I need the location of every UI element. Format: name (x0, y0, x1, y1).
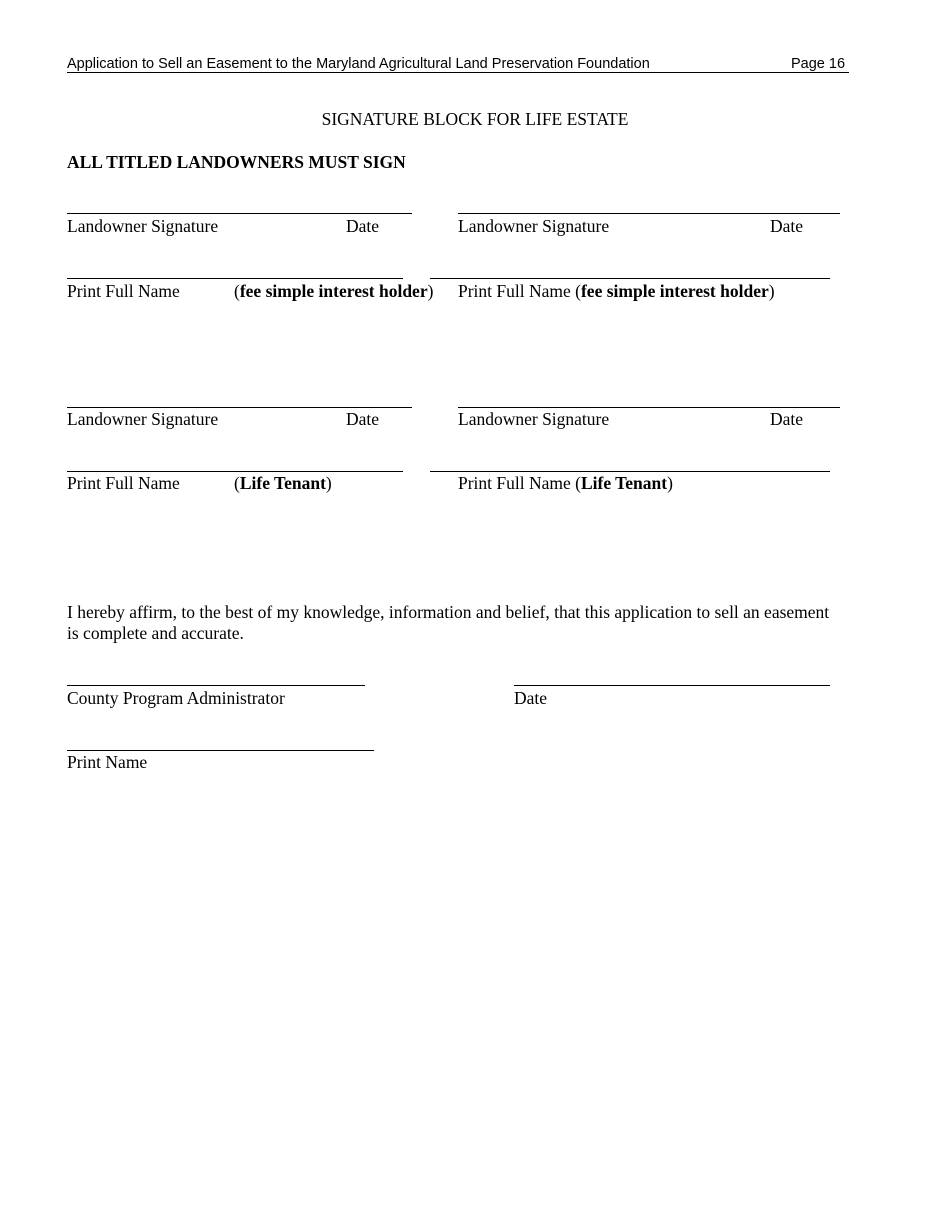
header-underline (67, 72, 849, 73)
block-title: SIGNATURE BLOCK FOR LIFE ESTATE (321, 109, 629, 129)
date-label: Date (770, 409, 804, 429)
admin-signature-line[interactable] (67, 685, 365, 686)
signature-line[interactable] (67, 213, 412, 214)
admin-title-label: County Program Administrator (67, 688, 285, 708)
admin-print-name-line[interactable] (67, 750, 374, 751)
landowner-signature-label: Landowner Signature (67, 409, 219, 429)
landowner-signature-label: Landowner Signature (458, 409, 610, 429)
print-full-name-life-tenant-label: Print Full Name (Life Tenant) (458, 473, 673, 493)
signature-line[interactable] (458, 213, 840, 214)
print-full-name-fee-simple-label: Print Full Name (fee simple interest holder) (458, 281, 775, 301)
date-label: Date (346, 409, 380, 429)
signature-line[interactable] (458, 407, 840, 408)
affirmation-line-1: I hereby affirm, to the best of my knowledge, information and belief, that this application to sell an easement (67, 602, 830, 622)
signature-line[interactable] (67, 407, 412, 408)
admin-date-label: Date (514, 688, 548, 708)
admin-print-name-label: Print Name (67, 752, 148, 772)
life-tenant-label: (Life Tenant) (234, 473, 332, 493)
header-title: Application to Sell an Easement to the Maryland Agricultural Land Preservation Foundation (67, 56, 650, 72)
print-name-line[interactable] (430, 278, 830, 279)
print-full-name-label: Print Full Name (67, 473, 180, 493)
date-label: Date (346, 216, 380, 236)
instruction-heading: ALL TITLED LANDOWNERS MUST SIGN (67, 152, 406, 172)
print-name-line[interactable] (67, 278, 403, 279)
print-full-name-label: Print Full Name (67, 281, 180, 301)
date-label: Date (770, 216, 804, 236)
affirmation-line-2: is complete and accurate. (67, 623, 244, 643)
admin-date-line[interactable] (514, 685, 830, 686)
print-name-line[interactable] (430, 471, 830, 472)
landowner-signature-label: Landowner Signature (67, 216, 219, 236)
page-number: Page 16 (791, 56, 846, 72)
print-name-line[interactable] (67, 471, 403, 472)
landowner-signature-label: Landowner Signature (458, 216, 610, 236)
fee-simple-label: (fee simple interest holder) (234, 281, 434, 301)
